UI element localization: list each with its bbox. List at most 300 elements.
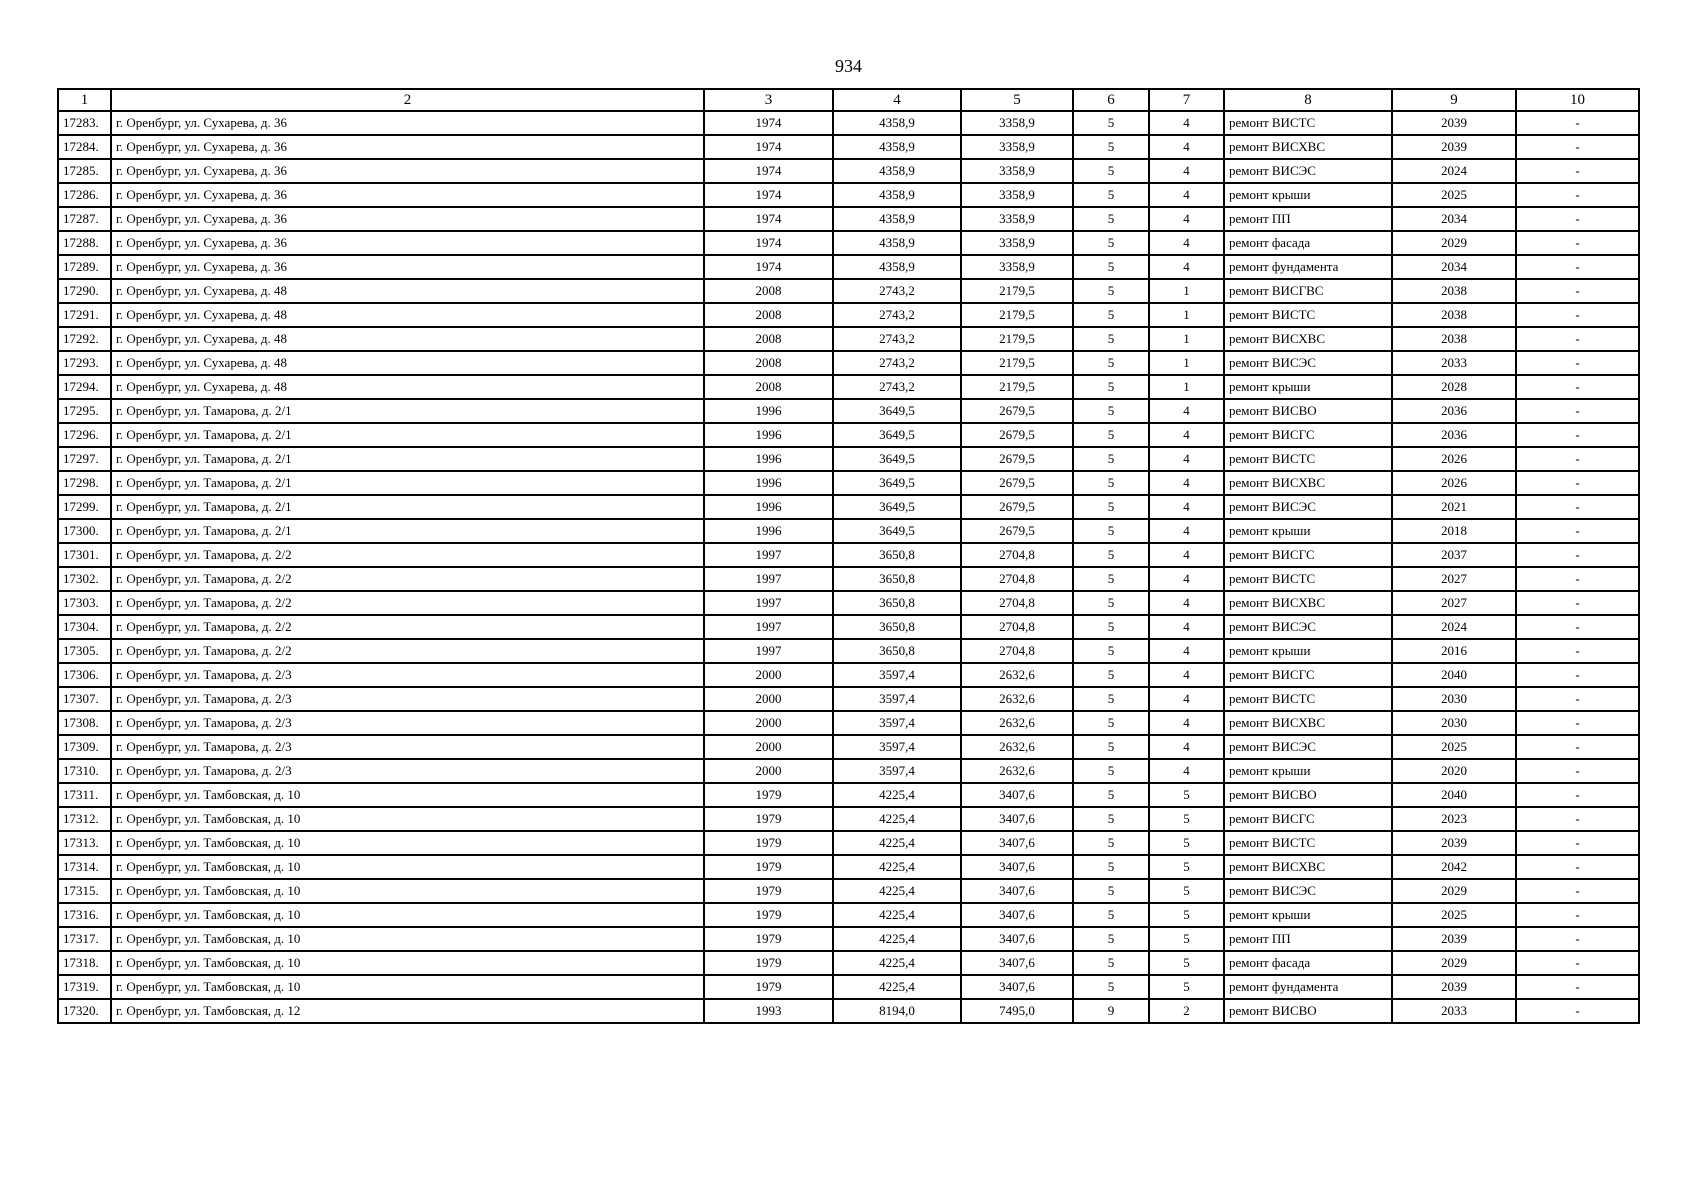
entrances-cell: 4 <box>1149 615 1224 639</box>
area-living-cell: 2704,8 <box>961 543 1073 567</box>
address-cell: г. Оренбург, ул. Тамарова, д. 2/1 <box>111 519 704 543</box>
year-cell: 1974 <box>704 183 833 207</box>
column-header: 6 <box>1073 89 1149 111</box>
area-total-cell: 4358,9 <box>833 111 961 135</box>
row-number-cell: 17289. <box>58 255 111 279</box>
table-row <box>58 687 1639 711</box>
planned-year-cell: 2024 <box>1392 159 1516 183</box>
planned-year-cell: 2034 <box>1392 207 1516 231</box>
repair-type-cell: ремонт крыши <box>1224 519 1392 543</box>
entrances-cell: 5 <box>1149 855 1224 879</box>
area-total-cell: 4225,4 <box>833 951 961 975</box>
row-number-cell: 17313. <box>58 831 111 855</box>
address-cell: г. Оренбург, ул. Тамарова, д. 2/3 <box>111 687 704 711</box>
note-cell: - <box>1516 231 1639 255</box>
planned-year-cell: 2024 <box>1392 615 1516 639</box>
area-living-cell: 2704,8 <box>961 639 1073 663</box>
entrances-cell: 4 <box>1149 495 1224 519</box>
floors-cell: 5 <box>1073 183 1149 207</box>
planned-year-cell: 2036 <box>1392 399 1516 423</box>
address-cell: г. Оренбург, ул. Тамарова, д. 2/1 <box>111 471 704 495</box>
entrances-cell: 4 <box>1149 759 1224 783</box>
floors-cell: 5 <box>1073 519 1149 543</box>
entrances-cell: 5 <box>1149 831 1224 855</box>
floors-cell: 5 <box>1073 735 1149 759</box>
table-row <box>58 783 1639 807</box>
address-cell: г. Оренбург, ул. Тамарова, д. 2/2 <box>111 543 704 567</box>
area-total-cell: 2743,2 <box>833 375 961 399</box>
year-cell: 1996 <box>704 495 833 519</box>
area-living-cell: 3407,6 <box>961 783 1073 807</box>
planned-year-cell: 2029 <box>1392 231 1516 255</box>
row-number-cell: 17317. <box>58 927 111 951</box>
table-row <box>58 399 1639 423</box>
year-cell: 1979 <box>704 855 833 879</box>
repair-type-cell: ремонт ВИСЭС <box>1224 879 1392 903</box>
repair-type-cell: ремонт ВИСХВС <box>1224 711 1392 735</box>
planned-year-cell: 2037 <box>1392 543 1516 567</box>
note-cell: - <box>1516 423 1639 447</box>
repair-type-cell: ремонт ВИСТС <box>1224 567 1392 591</box>
area-living-cell: 3407,6 <box>961 975 1073 999</box>
year-cell: 1997 <box>704 639 833 663</box>
floors-cell: 5 <box>1073 471 1149 495</box>
year-cell: 2000 <box>704 663 833 687</box>
table-row <box>58 447 1639 471</box>
entrances-cell: 1 <box>1149 303 1224 327</box>
year-cell: 1997 <box>704 591 833 615</box>
year-cell: 1996 <box>704 471 833 495</box>
area-total-cell: 8194,0 <box>833 999 961 1023</box>
year-cell: 1974 <box>704 135 833 159</box>
planned-year-cell: 2021 <box>1392 495 1516 519</box>
row-number-cell: 17319. <box>58 975 111 999</box>
repair-type-cell: ремонт ВИСЭС <box>1224 495 1392 519</box>
note-cell: - <box>1516 111 1639 135</box>
entrances-cell: 4 <box>1149 447 1224 471</box>
year-cell: 1993 <box>704 999 833 1023</box>
entrances-cell: 4 <box>1149 687 1224 711</box>
area-living-cell: 2704,8 <box>961 591 1073 615</box>
entrances-cell: 4 <box>1149 183 1224 207</box>
entrances-cell: 4 <box>1149 207 1224 231</box>
row-number-cell: 17305. <box>58 639 111 663</box>
entrances-cell: 4 <box>1149 231 1224 255</box>
row-number-cell: 17298. <box>58 471 111 495</box>
repair-type-cell: ремонт ВИСГС <box>1224 543 1392 567</box>
floors-cell: 5 <box>1073 111 1149 135</box>
floors-cell: 5 <box>1073 855 1149 879</box>
column-header: 10 <box>1516 89 1639 111</box>
note-cell: - <box>1516 135 1639 159</box>
planned-year-cell: 2027 <box>1392 567 1516 591</box>
area-total-cell: 4225,4 <box>833 975 961 999</box>
floors-cell: 5 <box>1073 447 1149 471</box>
repair-schedule-table <box>57 88 1640 1024</box>
row-number-cell: 17291. <box>58 303 111 327</box>
address-cell: г. Оренбург, ул. Сухарева, д. 36 <box>111 159 704 183</box>
area-total-cell: 4358,9 <box>833 231 961 255</box>
floors-cell: 5 <box>1073 615 1149 639</box>
area-total-cell: 3650,8 <box>833 639 961 663</box>
area-living-cell: 2179,5 <box>961 303 1073 327</box>
row-number-cell: 17288. <box>58 231 111 255</box>
year-cell: 2008 <box>704 327 833 351</box>
row-number-cell: 17295. <box>58 399 111 423</box>
row-number-cell: 17285. <box>58 159 111 183</box>
note-cell: - <box>1516 351 1639 375</box>
area-total-cell: 3597,4 <box>833 687 961 711</box>
row-number-cell: 17312. <box>58 807 111 831</box>
area-total-cell: 3650,8 <box>833 543 961 567</box>
address-cell: г. Оренбург, ул. Тамарова, д. 2/3 <box>111 663 704 687</box>
address-cell: г. Оренбург, ул. Тамбовская, д. 10 <box>111 975 704 999</box>
area-total-cell: 4358,9 <box>833 135 961 159</box>
floors-cell: 5 <box>1073 375 1149 399</box>
planned-year-cell: 2036 <box>1392 423 1516 447</box>
entrances-cell: 1 <box>1149 327 1224 351</box>
floors-cell: 5 <box>1073 759 1149 783</box>
repair-type-cell: ремонт ПП <box>1224 207 1392 231</box>
year-cell: 1997 <box>704 543 833 567</box>
area-total-cell: 4358,9 <box>833 207 961 231</box>
table-row <box>58 231 1639 255</box>
note-cell: - <box>1516 567 1639 591</box>
area-living-cell: 2704,8 <box>961 615 1073 639</box>
column-header: 3 <box>704 89 833 111</box>
year-cell: 2000 <box>704 711 833 735</box>
planned-year-cell: 2040 <box>1392 663 1516 687</box>
repair-type-cell: ремонт ВИСТС <box>1224 111 1392 135</box>
year-cell: 1974 <box>704 159 833 183</box>
floors-cell: 5 <box>1073 495 1149 519</box>
floors-cell: 5 <box>1073 351 1149 375</box>
table-row <box>58 207 1639 231</box>
table-row <box>58 543 1639 567</box>
repair-type-cell: ремонт ВИСЭС <box>1224 735 1392 759</box>
planned-year-cell: 2027 <box>1392 591 1516 615</box>
year-cell: 2000 <box>704 759 833 783</box>
note-cell: - <box>1516 495 1639 519</box>
address-cell: г. Оренбург, ул. Сухарева, д. 48 <box>111 375 704 399</box>
area-total-cell: 4225,4 <box>833 807 961 831</box>
address-cell: г. Оренбург, ул. Сухарева, д. 36 <box>111 255 704 279</box>
row-number-cell: 17309. <box>58 735 111 759</box>
row-number-cell: 17287. <box>58 207 111 231</box>
area-living-cell: 3407,6 <box>961 927 1073 951</box>
area-living-cell: 2632,6 <box>961 663 1073 687</box>
planned-year-cell: 2033 <box>1392 351 1516 375</box>
note-cell: - <box>1516 759 1639 783</box>
repair-type-cell: ремонт ВИСХВС <box>1224 327 1392 351</box>
year-cell: 1979 <box>704 879 833 903</box>
address-cell: г. Оренбург, ул. Тамарова, д. 2/2 <box>111 639 704 663</box>
note-cell: - <box>1516 807 1639 831</box>
area-living-cell: 3358,9 <box>961 159 1073 183</box>
row-number-cell: 17292. <box>58 327 111 351</box>
row-number-cell: 17303. <box>58 591 111 615</box>
area-living-cell: 3358,9 <box>961 231 1073 255</box>
floors-cell: 5 <box>1073 975 1149 999</box>
year-cell: 2008 <box>704 303 833 327</box>
year-cell: 1979 <box>704 975 833 999</box>
repair-type-cell: ремонт фундамента <box>1224 975 1392 999</box>
area-total-cell: 4225,4 <box>833 831 961 855</box>
floors-cell: 5 <box>1073 591 1149 615</box>
area-living-cell: 3358,9 <box>961 255 1073 279</box>
floors-cell: 5 <box>1073 687 1149 711</box>
entrances-cell: 4 <box>1149 135 1224 159</box>
note-cell: - <box>1516 711 1639 735</box>
planned-year-cell: 2030 <box>1392 711 1516 735</box>
area-total-cell: 3649,5 <box>833 447 961 471</box>
table-row <box>58 879 1639 903</box>
address-cell: г. Оренбург, ул. Сухарева, д. 36 <box>111 111 704 135</box>
row-number-cell: 17296. <box>58 423 111 447</box>
year-cell: 1979 <box>704 927 833 951</box>
row-number-cell: 17302. <box>58 567 111 591</box>
entrances-cell: 4 <box>1149 639 1224 663</box>
repair-type-cell: ремонт фасада <box>1224 951 1392 975</box>
area-total-cell: 3649,5 <box>833 495 961 519</box>
area-living-cell: 2632,6 <box>961 687 1073 711</box>
table-row <box>58 183 1639 207</box>
entrances-cell: 4 <box>1149 519 1224 543</box>
note-cell: - <box>1516 399 1639 423</box>
area-total-cell: 4225,4 <box>833 903 961 927</box>
table-row <box>58 375 1639 399</box>
year-cell: 1996 <box>704 423 833 447</box>
row-number-cell: 17283. <box>58 111 111 135</box>
header-row <box>58 89 1639 111</box>
planned-year-cell: 2039 <box>1392 975 1516 999</box>
year-cell: 1979 <box>704 783 833 807</box>
area-total-cell: 4358,9 <box>833 255 961 279</box>
address-cell: г. Оренбург, ул. Тамбовская, д. 12 <box>111 999 704 1023</box>
planned-year-cell: 2026 <box>1392 447 1516 471</box>
year-cell: 1974 <box>704 111 833 135</box>
note-cell: - <box>1516 903 1639 927</box>
repair-type-cell: ремонт ВИСТС <box>1224 687 1392 711</box>
area-living-cell: 7495,0 <box>961 999 1073 1023</box>
entrances-cell: 5 <box>1149 903 1224 927</box>
area-living-cell: 2179,5 <box>961 279 1073 303</box>
repair-type-cell: ремонт ВИСХВС <box>1224 591 1392 615</box>
repair-type-cell: ремонт ВИСХВС <box>1224 135 1392 159</box>
area-living-cell: 2679,5 <box>961 495 1073 519</box>
area-total-cell: 2743,2 <box>833 279 961 303</box>
table-row <box>58 159 1639 183</box>
area-living-cell: 3358,9 <box>961 207 1073 231</box>
floors-cell: 5 <box>1073 783 1149 807</box>
note-cell: - <box>1516 615 1639 639</box>
row-number-cell: 17316. <box>58 903 111 927</box>
repair-type-cell: ремонт ВИСВО <box>1224 399 1392 423</box>
entrances-cell: 5 <box>1149 879 1224 903</box>
repair-type-cell: ремонт крыши <box>1224 639 1392 663</box>
entrances-cell: 4 <box>1149 255 1224 279</box>
repair-type-cell: ремонт ВИСГВС <box>1224 279 1392 303</box>
entrances-cell: 2 <box>1149 999 1224 1023</box>
entrances-cell: 4 <box>1149 591 1224 615</box>
note-cell: - <box>1516 375 1639 399</box>
area-living-cell: 3407,6 <box>961 951 1073 975</box>
address-cell: г. Оренбург, ул. Тамарова, д. 2/2 <box>111 567 704 591</box>
note-cell: - <box>1516 639 1639 663</box>
note-cell: - <box>1516 159 1639 183</box>
note-cell: - <box>1516 735 1639 759</box>
row-number-cell: 17297. <box>58 447 111 471</box>
row-number-cell: 17290. <box>58 279 111 303</box>
planned-year-cell: 2026 <box>1392 471 1516 495</box>
note-cell: - <box>1516 927 1639 951</box>
entrances-cell: 4 <box>1149 111 1224 135</box>
floors-cell: 5 <box>1073 831 1149 855</box>
area-living-cell: 3407,6 <box>961 855 1073 879</box>
note-cell: - <box>1516 183 1639 207</box>
repair-type-cell: ремонт ВИСТС <box>1224 447 1392 471</box>
address-cell: г. Оренбург, ул. Тамарова, д. 2/1 <box>111 423 704 447</box>
area-living-cell: 2704,8 <box>961 567 1073 591</box>
row-number-cell: 17284. <box>58 135 111 159</box>
entrances-cell: 5 <box>1149 951 1224 975</box>
repair-type-cell: ремонт ВИСХВС <box>1224 855 1392 879</box>
area-living-cell: 2179,5 <box>961 351 1073 375</box>
table-row <box>58 639 1639 663</box>
entrances-cell: 4 <box>1149 471 1224 495</box>
planned-year-cell: 2030 <box>1392 687 1516 711</box>
table-row <box>58 471 1639 495</box>
year-cell: 1997 <box>704 615 833 639</box>
area-total-cell: 2743,2 <box>833 327 961 351</box>
column-header: 8 <box>1224 89 1392 111</box>
table-row <box>58 255 1639 279</box>
planned-year-cell: 2023 <box>1392 807 1516 831</box>
area-living-cell: 2679,5 <box>961 471 1073 495</box>
address-cell: г. Оренбург, ул. Сухарева, д. 48 <box>111 351 704 375</box>
column-header: 7 <box>1149 89 1224 111</box>
planned-year-cell: 2029 <box>1392 951 1516 975</box>
planned-year-cell: 2016 <box>1392 639 1516 663</box>
repair-type-cell: ремонт ВИСВО <box>1224 999 1392 1023</box>
entrances-cell: 4 <box>1149 543 1224 567</box>
table-row <box>58 351 1639 375</box>
entrances-cell: 4 <box>1149 711 1224 735</box>
repair-type-cell: ремонт ВИСВО <box>1224 783 1392 807</box>
entrances-cell: 1 <box>1149 351 1224 375</box>
planned-year-cell: 2038 <box>1392 327 1516 351</box>
address-cell: г. Оренбург, ул. Тамарова, д. 2/2 <box>111 591 704 615</box>
note-cell: - <box>1516 447 1639 471</box>
area-total-cell: 4225,4 <box>833 855 961 879</box>
floors-cell: 5 <box>1073 231 1149 255</box>
repair-type-cell: ремонт крыши <box>1224 375 1392 399</box>
repair-type-cell: ремонт ВИСГС <box>1224 663 1392 687</box>
repair-type-cell: ремонт фасада <box>1224 231 1392 255</box>
table-row <box>58 519 1639 543</box>
address-cell: г. Оренбург, ул. Тамбовская, д. 10 <box>111 855 704 879</box>
floors-cell: 5 <box>1073 903 1149 927</box>
year-cell: 2000 <box>704 687 833 711</box>
area-living-cell: 2679,5 <box>961 519 1073 543</box>
table-row <box>58 807 1639 831</box>
area-total-cell: 3649,5 <box>833 471 961 495</box>
year-cell: 1974 <box>704 231 833 255</box>
row-number-cell: 17315. <box>58 879 111 903</box>
repair-type-cell: ремонт ВИСГС <box>1224 423 1392 447</box>
note-cell: - <box>1516 303 1639 327</box>
row-number-cell: 17314. <box>58 855 111 879</box>
table-row <box>58 495 1639 519</box>
area-total-cell: 4358,9 <box>833 183 961 207</box>
area-total-cell: 3597,4 <box>833 735 961 759</box>
table-row <box>58 711 1639 735</box>
column-header: 5 <box>961 89 1073 111</box>
repair-type-cell: ремонт фундамента <box>1224 255 1392 279</box>
repair-type-cell: ремонт ВИСЭС <box>1224 351 1392 375</box>
note-cell: - <box>1516 327 1639 351</box>
repair-type-cell: ремонт ВИСЭС <box>1224 615 1392 639</box>
column-header: 9 <box>1392 89 1516 111</box>
repair-type-cell: ремонт ВИСЭС <box>1224 159 1392 183</box>
year-cell: 2008 <box>704 375 833 399</box>
row-number-cell: 17293. <box>58 351 111 375</box>
planned-year-cell: 2039 <box>1392 927 1516 951</box>
floors-cell: 5 <box>1073 711 1149 735</box>
repair-type-cell: ремонт ВИСХВС <box>1224 471 1392 495</box>
address-cell: г. Оренбург, ул. Тамарова, д. 2/1 <box>111 399 704 423</box>
planned-year-cell: 2028 <box>1392 375 1516 399</box>
planned-year-cell: 2025 <box>1392 903 1516 927</box>
area-living-cell: 2632,6 <box>961 735 1073 759</box>
row-number-cell: 17318. <box>58 951 111 975</box>
year-cell: 1997 <box>704 567 833 591</box>
row-number-cell: 17310. <box>58 759 111 783</box>
address-cell: г. Оренбург, ул. Тамарова, д. 2/3 <box>111 759 704 783</box>
entrances-cell: 4 <box>1149 399 1224 423</box>
address-cell: г. Оренбург, ул. Тамбовская, д. 10 <box>111 807 704 831</box>
area-living-cell: 2679,5 <box>961 399 1073 423</box>
address-cell: г. Оренбург, ул. Сухарева, д. 48 <box>111 279 704 303</box>
table-row <box>58 111 1639 135</box>
planned-year-cell: 2039 <box>1392 111 1516 135</box>
entrances-cell: 5 <box>1149 975 1224 999</box>
table-row <box>58 951 1639 975</box>
entrances-cell: 5 <box>1149 807 1224 831</box>
planned-year-cell: 2025 <box>1392 183 1516 207</box>
year-cell: 1979 <box>704 903 833 927</box>
area-living-cell: 3407,6 <box>961 831 1073 855</box>
row-number-cell: 17320. <box>58 999 111 1023</box>
floors-cell: 5 <box>1073 879 1149 903</box>
table-row <box>58 903 1639 927</box>
area-living-cell: 2632,6 <box>961 759 1073 783</box>
floors-cell: 5 <box>1073 135 1149 159</box>
year-cell: 1996 <box>704 519 833 543</box>
table-row <box>58 567 1639 591</box>
table-row <box>58 759 1639 783</box>
entrances-cell: 1 <box>1149 279 1224 303</box>
area-total-cell: 4225,4 <box>833 927 961 951</box>
address-cell: г. Оренбург, ул. Сухарева, д. 36 <box>111 207 704 231</box>
address-cell: г. Оренбург, ул. Сухарева, д. 36 <box>111 135 704 159</box>
table-row <box>58 135 1639 159</box>
entrances-cell: 5 <box>1149 783 1224 807</box>
area-total-cell: 3597,4 <box>833 759 961 783</box>
row-number-cell: 17299. <box>58 495 111 519</box>
repair-type-cell: ремонт крыши <box>1224 903 1392 927</box>
note-cell: - <box>1516 255 1639 279</box>
